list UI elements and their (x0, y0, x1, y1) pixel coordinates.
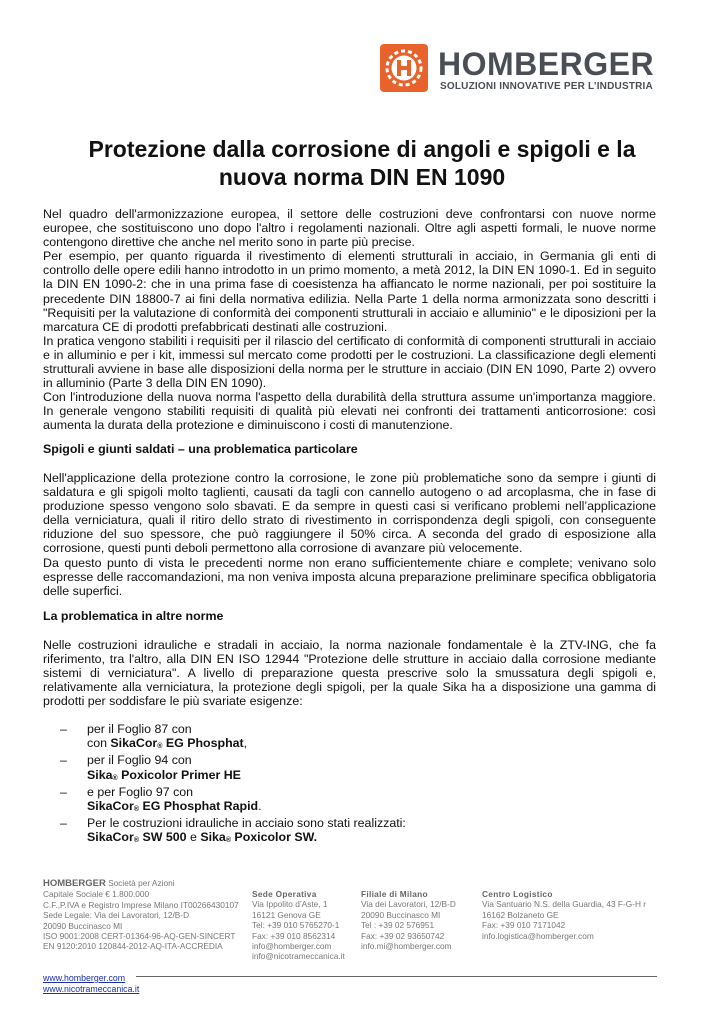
intro-section (43, 207, 656, 433)
footer-sede-operativa: Sede Operativa Via Ippolito d’Aste, 1 16121 Genova GE Tel: +39 010 5765270-1 Fax: +39 010 8562314 info@homberger.com info@nicotrameccanica.it (252, 889, 345, 962)
footer-divider (136, 976, 657, 977)
list-item: – per il Foglio 94 con Sika$_®$ Poxicolor Primer HE (60, 753, 241, 782)
paragraph: Da questo punto di vista le precedenti norme non erano sufficientemente chiare e complete; venivano solo espresse delle raccomandazioni, ma non veniva imposta alcuna preparazione preliminare specifica obbligatoria delle superfici. (43, 555, 656, 598)
footer-heading: Filiale di Milano (361, 889, 428, 899)
footer-centro-logistico: Centro Logistico Via Santuario N.S. della Guardia, 43 F-G-H r 16162 Bolzaneto GE Fax: +39 010 7171042 info.logistica@homberger.com (482, 889, 647, 941)
paragraph: Nelle costruzioni idrauliche e stradali in acciaio, la norma nazionale fondamentale è la ZTV-ING, che fa riferimento, tra l'altro, alla DIN EN ISO 12944 "Protezione delle strutture in acciaio dalla corrosione mediante sistemi di verniciatura". A livello di preparazione questa prescrive solo la smussatura degli spigoli e, relativamente alla verniciatura, la protezione degli spigoli, per la quale Sika ha a disposizione una gamma di prodotti per soddisfare le più svariate esigenze: (43, 638, 656, 709)
document-title (40, 135, 684, 191)
footer-company-name: HOMBERGER (43, 878, 106, 889)
footer-heading: Centro Logistico (482, 889, 553, 899)
title-line-2: nuova norma DIN EN 1090 (218, 164, 506, 190)
nicotrameccanica-website-link[interactable]: www.nicotrameccanica.it (43, 984, 140, 994)
section-heading-other-norms: La problematica in altre norme (43, 609, 224, 623)
homberger-website-link[interactable]: www.homberger.com (43, 973, 126, 983)
paragraph: Per esempio, per quanto riguarda il rivestimento di elementi strutturali in acciaio, in Germania gli enti di controllo delle opere edili hanno introdotto in un primo momento, a metà 2012, la DIN EN 1090-1. Ed in seguito la DIN EN 1090-2: che in una prima fase di coesistenza ha affiancato le norme nazionali, per poi sostituire la precedente DIN 18800-7 ai fini della normativa edilizia. Nella Parte 1 della norma armonizzata sono descritti i "Requisiti per la valutazione di conformità dei componenti strutturali in acciaio e alluminio" e le diposizioni per la marcatura CE di prodotti prefabbricati destinati alle costruzioni. (43, 249, 656, 334)
product-name: Sika$_®$ Poxicolor SW. (200, 830, 318, 845)
logo-wordmark: HOMBERGER (438, 46, 655, 82)
gear-logo-icon (380, 44, 428, 92)
section-heading-edges: Spigoli e giunti saldati – una problematica particolare (43, 442, 358, 456)
title-line-1: Protezione dalla corrosione di angoli e spigoli e la (88, 136, 636, 162)
logo-tagline: SOLUZIONI INNOVATIVE PER L’INDUSTRIA (440, 81, 653, 92)
dash-bullet: – (60, 722, 67, 736)
list-item: – Per le costruzioni idrauliche in acciaio sono stati realizzati: SikaCor$_®$ SW 500 e Sika$_®$ Poxicolor SW. (60, 816, 406, 845)
footer-filiale-milano: Filiale di Milano Via dei Lavoratori, 12/B-D 20090 Buccinasco MI Tel : +39 02 576951 Fax: +39 02 93650742 info.mi@homberger.com (361, 889, 456, 952)
dash-bullet: – (60, 816, 67, 831)
section-other-norms-text (43, 638, 656, 708)
paragraph: Con l'introduzione della nuova norma l'aspetto della durabilità della struttura assume un'importanza maggiore. In generale vengono stabiliti requisiti di qualità più elevati nei confronti dei trattamenti anticorrosione: così aumenta la durata della protezione e diminuiscono i costi di manutenzione. (43, 390, 656, 433)
list-item: – per il Foglio 87 con con SikaCor$_®$ EG Phosphat, (60, 722, 248, 751)
company-logo (380, 44, 660, 94)
paragraph: In pratica vengono stabiliti i requisiti per il rilascio del certificato di conformità di componenti strutturali in acciaio e in alluminio e per i kit, immessi sul mercato come prodotti per le costruzioni. La classificazione degli elementi strutturali avviene in base alle disposizioni della norma per le strutture in acciaio (DIN EN 1090, Parte 2) ovvero in alluminio (Parte 3 della DIN EN 1090). (43, 333, 656, 391)
paragraph: Nel quadro dell'armonizzazione europea, il settore delle costruzioni deve confrontarsi con nuove norme europee, che sostituiscono uno dopo l'altro i regolamenti nazionali. Oltre agli aspetti formali, le nuove norme contengono direttive che anche nel merito sono in parte più precise. (43, 207, 656, 250)
product-name: SikaCor$_®$ EG Phosphat (110, 736, 244, 751)
footer-heading: Sede Operativa (252, 889, 317, 899)
dash-bullet: – (60, 784, 67, 799)
product-name: Sika$_®$ Poxicolor Primer HE (87, 767, 241, 782)
footer-links (43, 973, 139, 995)
section-edges-text (43, 471, 656, 598)
list-item: – e per Foglio 97 con SikaCor$_®$ EG Phosphat Rapid. (60, 784, 262, 814)
product-list (60, 722, 660, 848)
product-name: SikaCor$_®$ EG Phosphat Rapid (87, 799, 259, 814)
footer-company-info: HOMBERGER Società per Azioni Capitale Sociale € 1.800.000 C.F.,P.IVA e Registro Imprese Milano IT00266430107 Sede Legale: Via dei Lavoratori, 12/B-D 20090 Buccinasco MI ISO 9001:2008 CERT-01364-96-AQ-GEN-SINCERT EN 9120:2010 120844-2012-AQ-ITA-ACCREDIA (43, 878, 239, 952)
dash-bullet: – (60, 753, 67, 768)
product-name: SikaCor$_®$ SW 500 (87, 830, 187, 845)
paragraph: Nell'applicazione della protezione contro la corrosione, le zone più problematiche sono da sempre i giunti di saldatura e gli spigoli molto taglienti, causati da tagli con cannello autogeno o ad arcoplasma, che in fase di produzione spesso vengono solo sbavati. E da sempre in questi casi si verificano problemi nell’applicazione della verniciatura, quali il ritiro dello strato di rivestimento in corrispondenza degli spigoli, con conseguente riduzione del suo spessore, che può raggiungere il 50% circa. A seconda del grado di esposizione alla corrosione, questi punti deboli permettono alla corrosione di avanzare più velocemente. (43, 471, 656, 556)
